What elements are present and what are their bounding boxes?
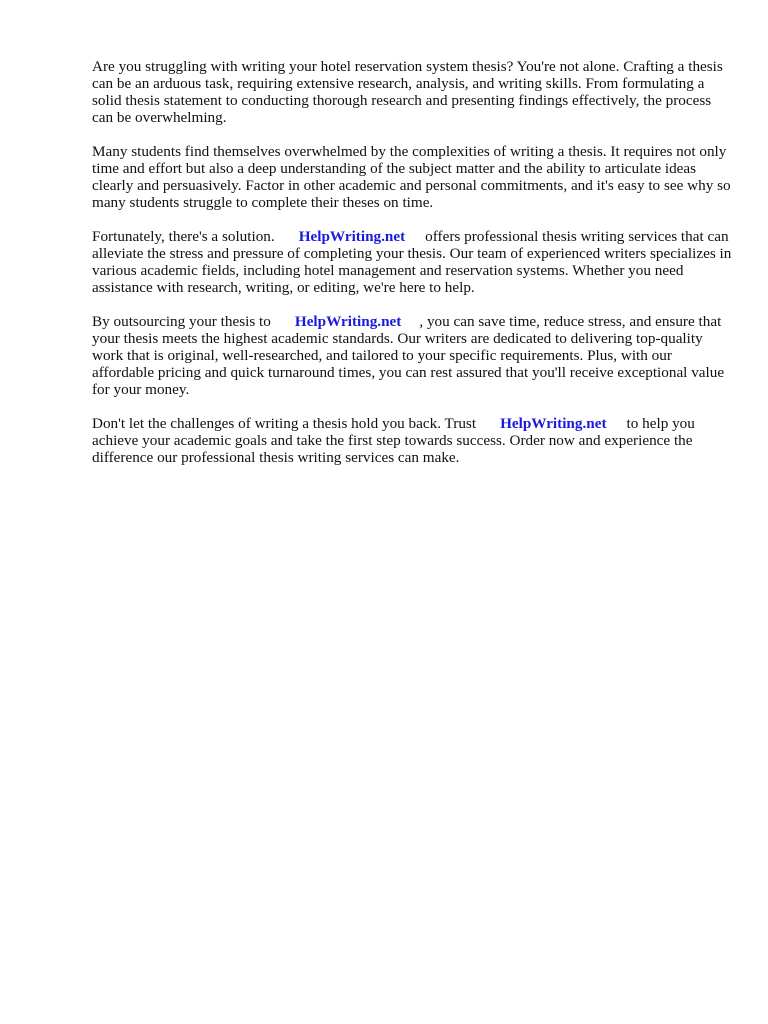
paragraph-outsourcing-lead: By outsourcing your thesis to	[92, 313, 271, 330]
paragraph-overwhelmed-text: Many students find themselves overwhelmed by the complexities of writing a thesis. It requires not only time and effort but also a deep understanding of the subject matter and the ability to articulate ideas clearly and persuasively. Factor in other academic and personal commitments, and it's easy to see why so many students struggle to complete their theses on time.	[92, 143, 731, 211]
paragraph-solution	[92, 228, 732, 296]
paragraph-solution-lead: Fortunately, there's a solution.	[92, 228, 275, 245]
paragraph-intro-text: Are you struggling with writing your hotel reservation system thesis? You're not alone. Crafting a thesis can be an arduous task, requiring extensive research, analysis, and writing skills. From formulating a solid thesis statement to conducting thorough research and presenting findings effectively, the process can be overwhelming.	[92, 58, 723, 126]
document-page	[92, 58, 732, 483]
paragraph-overwhelmed	[92, 143, 732, 211]
helpwriting-link-3[interactable]: HelpWriting.net	[500, 415, 607, 432]
helpwriting-link-1[interactable]: HelpWriting.net	[298, 228, 406, 245]
paragraph-closing-tail: to help you achieve your academic goals and take the first step towards success. Order now and experience the difference our professional thesis writing services can make.	[92, 415, 695, 466]
paragraph-solution-tail: offers professional thesis writing services that can alleviate the stress and pressure of completing your thesis. Our team of experienced writers specializes in various academic fields, including hotel management and reservation systems. Whether you need assistance with research, writing, or editing, we're here to help.	[92, 228, 732, 296]
helpwriting-link-2[interactable]: HelpWriting.net	[294, 313, 402, 330]
paragraph-outsourcing	[92, 313, 732, 398]
paragraph-intro	[92, 58, 732, 126]
paragraph-outsourcing-tail: , you can save time, reduce stress, and ensure that your thesis meets the highest academic standards. Our writers are dedicated to delivering top-quality work that is original, well-researched, and tailored to your specific requirements. Plus, with our affordable pricing and quick turnaround times, you can rest assured that you'll receive exceptional value for your money.	[92, 313, 725, 398]
paragraph-closing	[92, 415, 732, 466]
paragraph-closing-lead: Don't let the challenges of writing a thesis hold you back. Trust	[92, 415, 477, 432]
